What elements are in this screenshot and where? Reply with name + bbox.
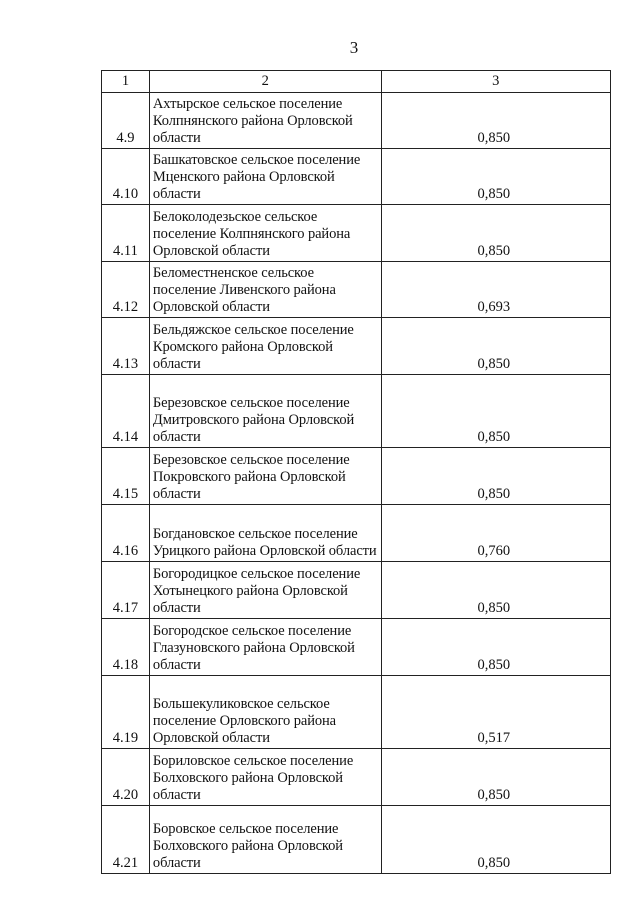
table-row	[102, 749, 611, 806]
settlement-name: Башкатовское сельское поселение Мценского района Орловской области	[149, 149, 381, 205]
coefficient-value: 0,693	[381, 262, 610, 318]
column-header: 3	[381, 71, 610, 93]
coefficient-value: 0,850	[381, 448, 610, 505]
table-row	[102, 149, 611, 205]
row-number: 4.19	[102, 676, 150, 749]
settlement-name: Богдановское сельское поселение Урицкого района Орловской области	[149, 505, 381, 562]
settlement-name: Богородицкое сельское поселение Хотынецкого района Орловской области	[149, 562, 381, 619]
settlement-name: Бельдяжское сельское поселение Кромского района Орловской области	[149, 318, 381, 375]
page-number: 3	[349, 38, 359, 57]
settlement-name: Белоколодезьское сельское поселение Колпнянского района Орловской области	[149, 205, 381, 262]
row-number: 4.12	[102, 262, 150, 318]
row-number: 4.16	[102, 505, 150, 562]
table-row	[102, 448, 611, 505]
coefficient-value: 0,850	[381, 205, 610, 262]
coefficient-value: 0,850	[381, 93, 610, 149]
settlement-name: Березовское сельское поселение Дмитровского района Орловской области	[149, 375, 381, 448]
row-number: 4.11	[102, 205, 150, 262]
settlement-name: Бориловское сельское поселение Болховского района Орловской области	[149, 749, 381, 806]
column-header: 1	[102, 71, 150, 93]
coefficient-value: 0,850	[381, 619, 610, 676]
row-number: 4.18	[102, 619, 150, 676]
row-number: 4.10	[102, 149, 150, 205]
coefficient-value: 0,850	[381, 149, 610, 205]
coefficient-value: 0,517	[381, 676, 610, 749]
table-row	[102, 676, 611, 749]
column-header: 2	[149, 71, 381, 93]
table-row	[102, 205, 611, 262]
row-number: 4.9	[102, 93, 150, 149]
row-number: 4.21	[102, 806, 150, 874]
settlement-name: Большекуликовское сельское поселение Орловского района Орловской области	[149, 676, 381, 749]
row-number: 4.15	[102, 448, 150, 505]
table-row	[102, 806, 611, 874]
coefficient-value: 0,850	[381, 375, 610, 448]
coefficients-table	[101, 70, 611, 874]
table-row	[102, 562, 611, 619]
table-row	[102, 93, 611, 149]
row-number: 4.20	[102, 749, 150, 806]
row-number: 4.17	[102, 562, 150, 619]
row-number: 4.14	[102, 375, 150, 448]
settlement-name: Боровское сельское поселение Болховского района Орловской области	[149, 806, 381, 874]
table-row	[102, 619, 611, 676]
table-row	[102, 505, 611, 562]
coefficient-value: 0,850	[381, 749, 610, 806]
coefficient-value: 0,760	[381, 505, 610, 562]
settlement-name: Беломестненское сельское поселение Ливенского района Орловской области	[149, 262, 381, 318]
coefficient-value: 0,850	[381, 806, 610, 874]
row-number: 4.13	[102, 318, 150, 375]
table-header-row	[102, 71, 611, 93]
settlement-name: Богородское сельское поселение Глазуновского района Орловской области	[149, 619, 381, 676]
settlement-name: Ахтырское сельское поселение Колпнянского района Орловской области	[149, 93, 381, 149]
coefficient-value: 0,850	[381, 318, 610, 375]
table-row	[102, 262, 611, 318]
table-row	[102, 318, 611, 375]
coefficient-value: 0,850	[381, 562, 610, 619]
settlement-name: Березовское сельское поселение Покровского района Орловской области	[149, 448, 381, 505]
table-row	[102, 375, 611, 448]
